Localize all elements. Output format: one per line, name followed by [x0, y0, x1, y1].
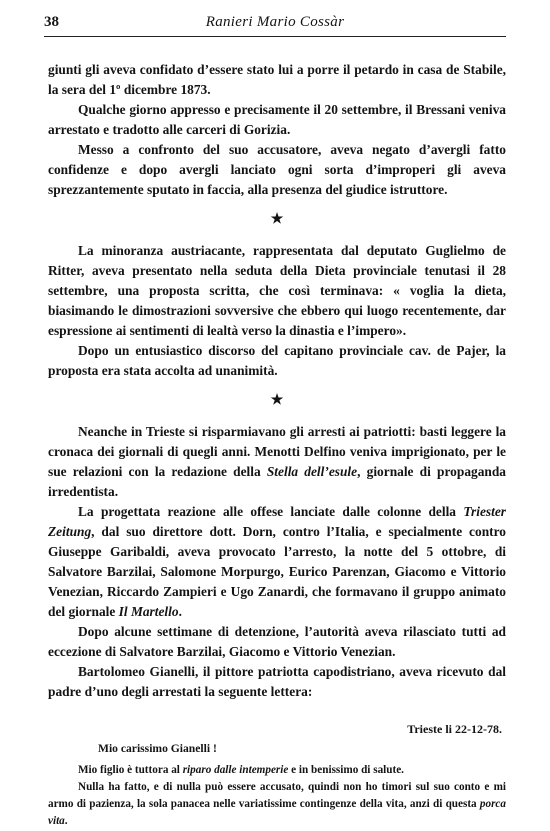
running-title: Ranieri Mario Cossàr [205, 14, 345, 30]
page-body [48, 60, 506, 830]
paragraph: giunti gli aveva confidato d’essere stato lui a porre il petardo in casa de Stabile, la sera del 1º dicembre 1873. [48, 62, 506, 97]
page-number: 38 [44, 14, 59, 30]
section-separator-star: ★ [270, 393, 284, 408]
italic-title: Il Martello [118, 604, 179, 619]
letter-date: Trieste li 22-12-78. [407, 722, 502, 736]
paragraph: Messo a confronto del suo accusatore, aveva negato d’avergli fatto confidenze e dopo avergli lanciato ogni sorta d’improperi gli aveva sprezzantemente sputato in faccia, alla presenza del giudice istruttore. [48, 142, 506, 197]
italic-title: Stella dell’esule [266, 464, 358, 479]
paragraph: Dopo un entusiastico discorso del capitano provinciale cav. de Pajer, la proposta era stata accolta ad unanimità. [48, 343, 506, 378]
letter-greeting: Mio carissimo Gianelli ! [98, 742, 217, 755]
italic-title: Triester Zeitung [48, 504, 506, 539]
paragraph: La minoranza austriacante, rappresentata dal deputato Guglielmo de Ritter, aveva presentato nella seduta della Dieta provinciale tenutasi il 28 settembre, una proposta scritta, che così terminava: « voglia la dieta, biasimando le dimostrazioni sovversive che ebbero qui luogo recentemente, dar espressione ai sentimenti di lealtà verso la dinastia e l’impero». [48, 243, 506, 338]
page-header [44, 14, 506, 37]
quoted-letter [48, 720, 506, 830]
section-separator-star: ★ [270, 212, 284, 227]
letter-paragraph: Mio figlio è tuttora al riparo dalle intemperie e in benissimo di salute. [78, 764, 404, 776]
paragraph: La progettata reazione alle offese lanciate dalle colonne della Triester Zeitung, dal suo direttore dott. Dorn, contro l’Italia, e specialmente contro Giuseppe Garibaldi, aveva provocato l’arresto, la notte del 5 ottobre, di Salvatore Barzilai, Salomone Morpurgo, Eurico Parenzan, Giacomo e Vittorio Venezian, Riccardo Zampieri e Ugo Zanardi, che formavano il gruppo animato del giornale Il Martello. [48, 504, 506, 619]
paragraph: Dopo alcune settimane di detenzione, l’autorità aveva rilasciato tutti ad eccezione di Salvatore Barzilai, Giacomo e Vittorio Venezian. [48, 624, 506, 659]
paragraph: Neanche in Trieste si risparmiavano gli arresti ai patriotti: basti leggere la cronaca dei giornali di quegli anni. Menotti Delfino veniva imprigionato, per le sue relazioni con la redazione della Stella dell’esule, giornale di propaganda irredentista. [48, 424, 507, 499]
paragraph: Bartolomeo Gianelli, il pittore patriotta capodistriano, aveva ricevuto dal padre d’uno degli arrestati la seguente lettera: [48, 664, 506, 699]
paragraph: Qualche giorno appresso e precisamente il 20 settembre, il Bressani veniva arrestato e tradotto alle carceri di Gorizia. [48, 102, 506, 137]
letter-paragraph: Nulla ha fatto, e di nulla può essere accusato, quindi non ho timori sul suo conto e mi armo di pazienza, la sola panacea nelle variatissime contingenze della vita, anzi di questa porca vita. [48, 781, 506, 827]
